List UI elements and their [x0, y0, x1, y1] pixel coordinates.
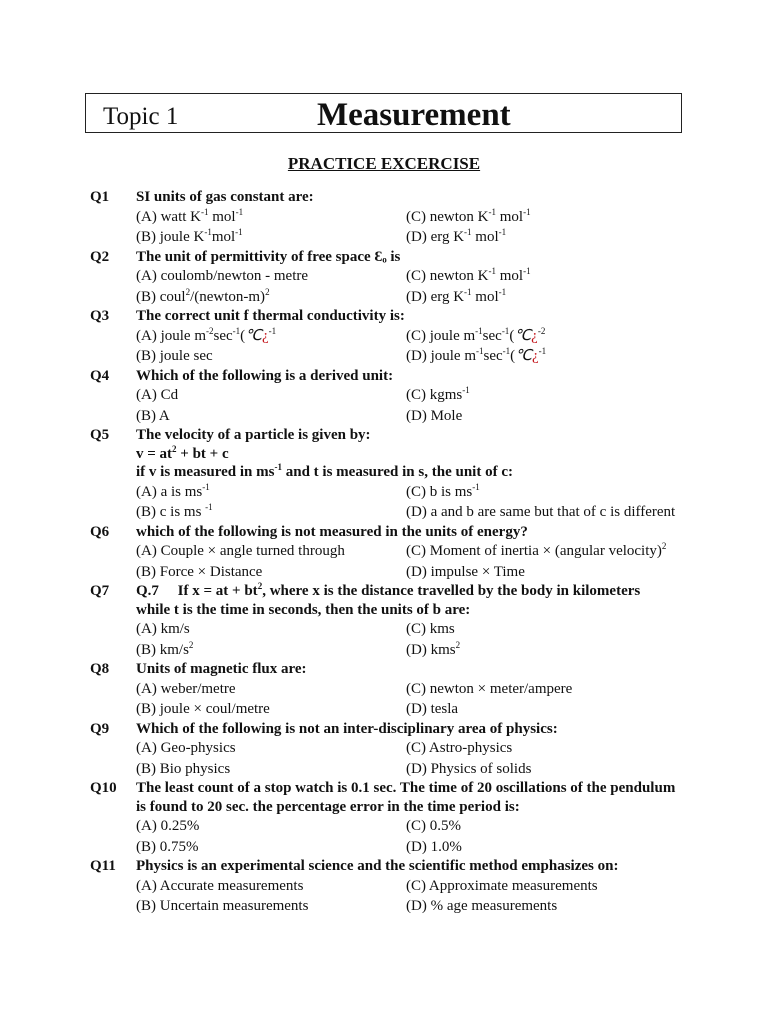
- question-text: Physics is an experimental science and the scientific method emphasizes on:: [136, 858, 619, 874]
- answer-option: (A) coulomb/newton - metre: [136, 268, 309, 284]
- answer-options: [136, 816, 690, 857]
- answer-option: (D) joule $m^{-1}\sec^{-1}(℃¿^{-1}$: [406, 346, 547, 364]
- answer-option: (C) newton $K^{-1}$ mol$^{-1}$: [406, 206, 531, 225]
- answer-option: (C) newton × meter/ampere: [406, 680, 573, 697]
- question-text: Units of magnetic flux are:: [136, 661, 307, 677]
- answer-option: (C) kgms$^{-1}$: [406, 385, 470, 403]
- answer-options: [136, 619, 690, 660]
- question-number: Q6: [90, 523, 110, 540]
- answer-option: (C) Approximate measurements: [406, 877, 598, 894]
- answer-option: (A) watt $K^{-1}$ mol$^{-1}$: [136, 206, 244, 225]
- answer-option: (B) 0.75%: [136, 838, 199, 855]
- question-text: $v = at^2$ + bt + c: [136, 443, 229, 462]
- question-text: if v is measured in $ms^{-1}$ and t is measured in s, the unit of c:: [136, 462, 513, 480]
- topic-label: Topic 1: [103, 103, 179, 130]
- question-text: The least count of a stop watch is 0.1 sec. The time of 20 oscillations of the pendulum: [136, 780, 676, 796]
- question-number: Q8: [90, 661, 110, 677]
- question-item: [90, 582, 690, 660]
- answer-option: (C) kms: [406, 621, 455, 637]
- question-text: Q.7 If x = at + $bt^2$, where x is the distance travelled by the body in kilometers: [136, 581, 641, 599]
- answer-option: (D) erg $K^{-1}$ mol$^{-1}$: [406, 286, 507, 305]
- answer-option: (A) km/s: [136, 621, 190, 637]
- question-item: [90, 523, 690, 583]
- question-text: Which of the following is a derived unit:: [136, 367, 394, 384]
- answer-options: [136, 385, 690, 426]
- answer-option: (A) 0.25%: [136, 818, 200, 834]
- question-text: while t is the time in seconds, then the units of b are:: [136, 601, 471, 618]
- answer-options: [136, 738, 690, 779]
- question-number: Q3: [90, 308, 110, 324]
- question-item: [90, 779, 690, 857]
- page-title: Measurement: [317, 97, 511, 133]
- question-number: Q5: [90, 427, 110, 443]
- answer-option: (D) a and b are same but that of c is different: [406, 504, 676, 520]
- question-item: [90, 720, 690, 780]
- question-list: [90, 188, 690, 917]
- question-text: The correct unit f thermal conductivity is:: [136, 308, 405, 324]
- answer-options: [136, 876, 690, 917]
- answer-option: (B) coul$^2$/(newton-m)$^2$: [136, 286, 270, 305]
- answer-option: (A) a is $ms^{-1}$: [136, 481, 210, 500]
- answer-option: (C) newton $K^{-1}$ mol$^{-1}$: [406, 266, 531, 284]
- answer-option: (B) Bio physics: [136, 760, 231, 777]
- answer-option: (D) 1.0%: [406, 838, 462, 855]
- answer-option: (B) Uncertain measurements: [136, 898, 309, 914]
- question-text: which of the following is not measured in the units of energy?: [136, 523, 528, 540]
- answer-option: (D) Mole: [406, 407, 463, 424]
- answer-option: (D) impulse × Time: [406, 563, 525, 580]
- answer-options: [136, 326, 690, 367]
- answer-option: (A) Couple × angle turned through: [136, 543, 345, 559]
- question-item: [90, 660, 690, 720]
- answer-option: (B) joule sec: [136, 348, 213, 364]
- answer-option: (C) 0.5%: [406, 818, 461, 834]
- answer-option: (B) joule $K^{-1}mol^{-1}$: [136, 227, 243, 245]
- question-number: Q1: [90, 189, 110, 205]
- answer-option: (A) Cd: [136, 387, 179, 403]
- question-number: Q9: [90, 720, 110, 737]
- question-item: [90, 426, 690, 523]
- answer-options: [136, 207, 690, 248]
- question-text: The velocity of a particle is given by:: [136, 427, 371, 443]
- question-item: [90, 367, 690, 427]
- question-number: Q4: [90, 367, 110, 384]
- answer-option: (D) tesla: [406, 701, 459, 717]
- answer-option: (A) Accurate measurements: [136, 877, 304, 894]
- question-number: Q11: [90, 858, 116, 874]
- answer-option: (B) c is ms $^{-1}$: [136, 502, 213, 520]
- question-text: Which of the following is not an inter-disciplinary area of physics:: [136, 720, 558, 737]
- answer-option: (A) Geo-physics: [136, 740, 236, 756]
- question-item: [90, 248, 690, 308]
- answer-option: (D) kms$^2$: [406, 639, 461, 658]
- answer-option: (D) erg $K^{-1}$ mol$^{-1}$: [406, 227, 507, 245]
- question-text: is found to 20 sec. the percentage error in the time period is:: [136, 798, 520, 815]
- question-item: [90, 857, 690, 917]
- answer-option: (B) Force × Distance: [136, 563, 263, 580]
- answer-options: [136, 541, 690, 582]
- answer-options: [136, 679, 690, 720]
- answer-option: (A) joule $m^{-2}\sec^{-1}(℃¿^{-1}$: [136, 325, 277, 344]
- question-number: Q10: [90, 780, 117, 796]
- answer-option: (B) joule × coul/metre: [136, 701, 270, 717]
- answer-option: (A) weber/metre: [136, 680, 236, 697]
- answer-options: [136, 266, 690, 307]
- section-heading: PRACTICE EXCERCISE: [287, 154, 481, 173]
- question-text: SI units of gas constant are:: [136, 189, 314, 205]
- answer-option: (C) Astro-physics: [406, 740, 513, 756]
- answer-option: (B) A: [136, 407, 170, 424]
- question-number: Q2: [90, 248, 110, 265]
- answer-options: [136, 482, 690, 523]
- question-number: Q7: [90, 583, 110, 599]
- answer-option: (C) joule $m^{-1}\sec^{-1}(℃¿^{-2}$: [406, 325, 546, 344]
- answer-option: (C) b is $ms^{-1}$: [406, 481, 480, 500]
- answer-option: (C) Moment of inertia × (angular velocity)$^2$: [406, 541, 667, 559]
- question-item: [90, 188, 690, 248]
- question-item: [90, 307, 690, 367]
- answer-option: (B) $km/s^2$: [136, 639, 194, 658]
- answer-option: (D) % age measurements: [406, 898, 558, 914]
- question-text: The unit of permittivity of free space Ɛₒ is: [136, 248, 401, 265]
- answer-option: (D) Physics of solids: [406, 760, 532, 777]
